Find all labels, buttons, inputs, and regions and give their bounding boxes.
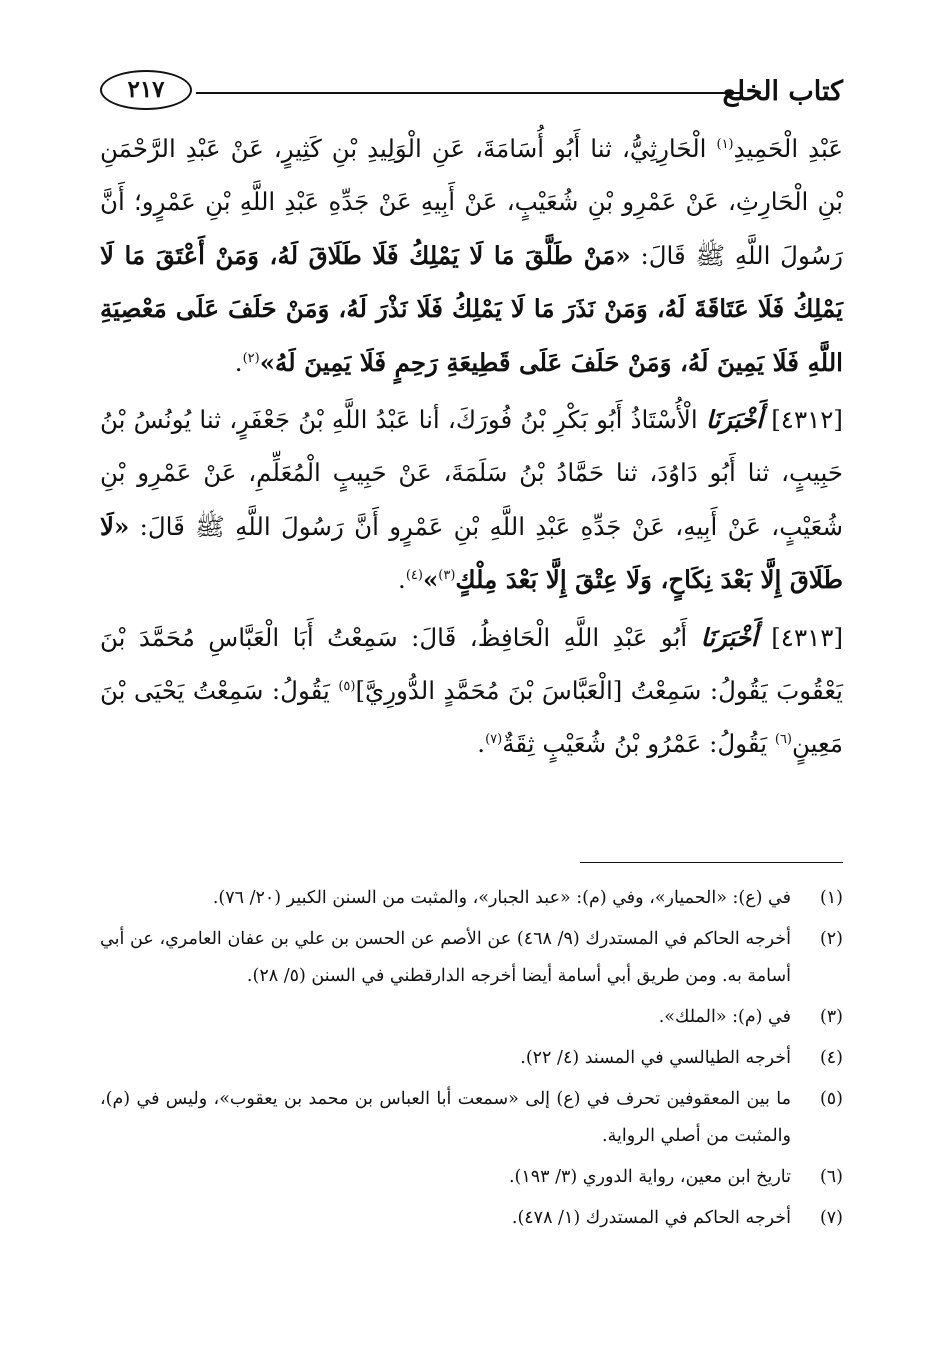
text-span: الْحَارِثِيُّ، ثنا أَبُو أُسَامَةَ، عَنِ الْوَلِيدِ بْنِ كَثِيرٍ، عَنْ عَبْدِ الرَّحْمَنِ بْنِ الْحَارِثِ، عَنْ عَمْرِو بْنِ شُعَيْبٍ، عَنْ أَبِيهِ عَنْ جَدِّهِ عَبْدِ اللَّهِ بْنِ عَمْرٍو؛ أَنَّ رَسُولَ اللَّهِ ﷺ قَالَ: xyxy=(100,134,843,270)
text-span: يَقُولُ: سَمِعْتُ يَحْيَى بْنَ مَعِينٍ xyxy=(100,676,843,759)
book-title: كتاب الخلع xyxy=(722,76,843,107)
footnote-text: أخرجه الحاكم في المستدرك (١/ ٤٧٨). xyxy=(511,1208,791,1228)
hadith-text: «مَنْ طَلَّقَ مَا لَا يَمْلِكُ فَلَا طَلَاقَ لَهُ، وَمَنْ أَعْتَقَ مَا لَا يَمْلِكُ فَلَا عَتَاقَةَ لَهُ، وَمَنْ نَذَرَ مَا لَا يَمْلِكُ فَلَا نَذْرَ لَهُ، وَمَنْ حَلَفَ عَلَى مَعْصِيَةِ اللَّهِ فَلَا يَمِينَ لَهُ، وَمَنْ حَلَفَ عَلَى قَطِيعَةِ رَحِمٍ فَلَا يَمِينَ لَهُ» xyxy=(100,240,843,377)
text-span: . xyxy=(398,565,406,595)
footnote-text: أخرجه الطيالسي في المسند (٤/ ٢٢). xyxy=(520,1048,791,1068)
paragraph-continuation xyxy=(100,122,843,389)
text-span: أَبُو عَبْدِ اللَّهِ الْحَافِظُ، قَالَ: سَمِعْتُ أَبَا الْعَبَّاسِ مُحَمَّدَ بْنَ يَعْقُوبَ يَقُولُ: سَمِعْتُ [الْعَبَّاسَ بْنَ مُحَمَّدٍ الدُّورِيَّ] xyxy=(100,622,843,706)
hadith-text: «لَا طَلَاقَ إِلَّا بَعْدَ نِكَاحٍ، وَلَا عِتْقَ إِلَّا بَعْدَ مِلْكٍ xyxy=(100,511,843,595)
footnote-text: ما بين المعقوفين تحرف في (ع) إلى «سمعت أبا العباس بن محمد بن يعقوب»، وليس في (م)، والمثبت من أصلي الرواية. xyxy=(100,1089,791,1146)
hadith-number: [٤٣١٣] xyxy=(757,622,843,652)
footnote-ref: (٦) xyxy=(774,732,792,748)
hadith-number: [٤٣١٢] xyxy=(763,405,843,435)
text-span: . xyxy=(234,347,243,377)
akhbarana-word: أَخْبَرَنَا xyxy=(705,405,764,435)
footnote xyxy=(100,880,843,917)
footnote-number: (٤) xyxy=(819,1048,843,1068)
page-header xyxy=(100,70,843,116)
footnote xyxy=(100,999,843,1036)
footnote-ref: (٥) xyxy=(338,678,356,694)
footnote-ref: (١) xyxy=(716,136,734,152)
footnote-number: (٦) xyxy=(819,1167,843,1187)
footnote-number: (٧) xyxy=(819,1208,843,1228)
footnote-ref: (٤) xyxy=(405,568,423,584)
footnote-text: في (ع): «الحميار»، وفي (م): «عبد الجبار»، والمثبت من السنن الكبير (٢٠/ ٧٦). xyxy=(212,888,791,908)
footnote-number: (١) xyxy=(819,888,843,908)
text-span: يَقُولُ: عَمْرُو بْنُ شُعَيْبٍ ثِقَةٌ xyxy=(502,729,775,759)
text-span: . xyxy=(477,729,486,759)
footnote xyxy=(100,1159,843,1196)
footnote-text: أخرجه الحاكم في المستدرك (٩/ ٤٦٨) عن الأصم عن الحسن بن علي بن عفان العامري، عن أبي أسامة به. ومن طريق أبي أسامة أيضا أخرجه الدارقطني في السنن (٥/ ٢٨). xyxy=(100,929,791,986)
footnote-ref: (٣) xyxy=(438,568,456,584)
footnote-text: في (م): «الملك». xyxy=(658,1007,791,1027)
footnote-number: (٣) xyxy=(819,1007,843,1027)
quote-close: » xyxy=(422,565,439,595)
paragraph-4312 xyxy=(100,393,843,607)
text-span: الْأُسْتَاذُ أَبُو بَكْرِ بْنُ فُورَكَ، أنا عَبْدُ اللَّهِ بْنُ جَعْفَرٍ، ثنا يُونُسُ بْنُ حَبِيبٍ، ثنا أَبُو دَاوُدَ، ثنا حَمَّادُ بْنُ سَلَمَةَ، عَنْ حَبِيبٍ الْمُعَلِّمِ، عَنْ عَمْرِو بْنِ شُعَيْبٍ، عَنْ أَبِيهِ، عَنْ جَدِّهِ عَبْدِ اللَّهِ بْنِ عَمْرٍو أَنَّ رَسُولَ اللَّهِ ﷺ قَالَ: xyxy=(100,405,843,541)
page-number: ٢١٧ xyxy=(100,70,192,110)
footnotes xyxy=(100,880,843,1241)
footnote-number: (٥) xyxy=(819,1089,843,1109)
footnote-number: (٢) xyxy=(819,929,843,949)
footnote-ref: (٢) xyxy=(242,350,260,366)
paragraph-4313 xyxy=(100,611,843,771)
akhbarana-word: أَخْبَرَنَا xyxy=(700,622,758,652)
footnote-ref: (٧) xyxy=(485,732,503,748)
main-text xyxy=(100,122,843,771)
footnote xyxy=(100,1081,843,1155)
header-rule xyxy=(196,92,743,94)
footnote xyxy=(100,921,843,995)
text-span: عَبْدِ الْحَمِيدِ xyxy=(733,134,843,163)
footnote-separator xyxy=(580,862,843,863)
footnote-text: تاريخ ابن معين، رواية الدوري (٣/ ١٩٣). xyxy=(508,1167,791,1187)
footnote xyxy=(100,1200,843,1237)
footnote xyxy=(100,1040,843,1077)
